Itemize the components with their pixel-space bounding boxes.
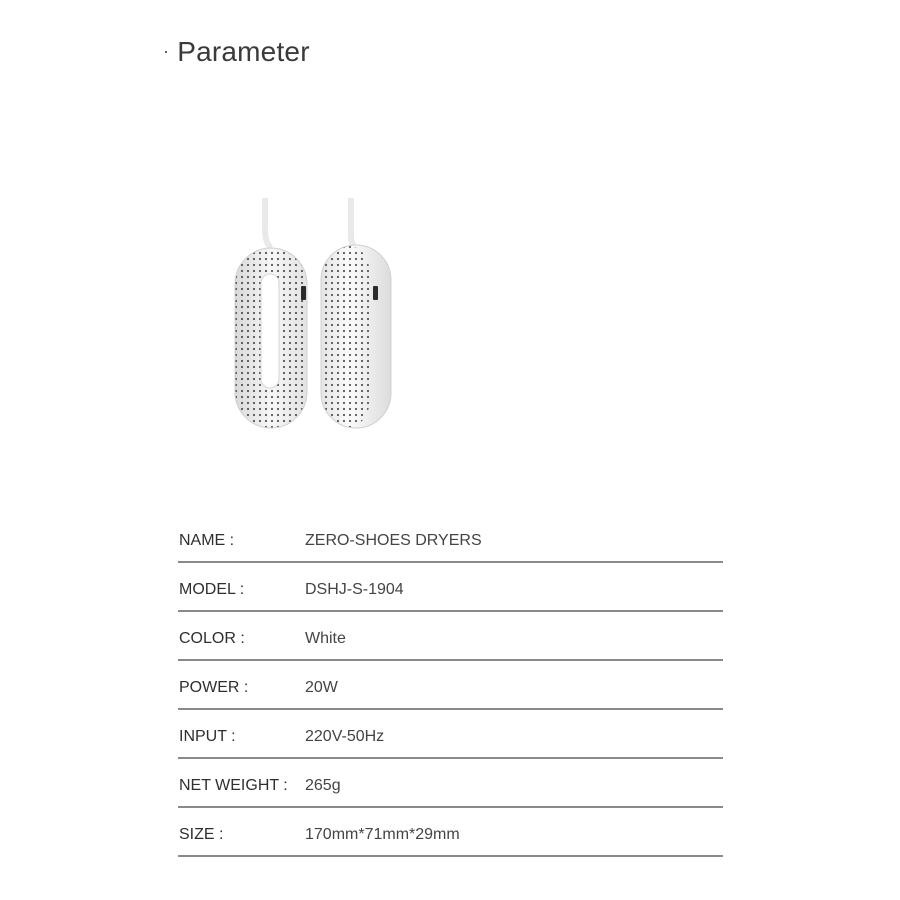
param-row-power — [178, 661, 723, 710]
param-row-size — [178, 808, 723, 857]
power-cable-right — [351, 198, 355, 246]
param-label: NET WEIGHT : — [179, 777, 288, 794]
dryer-right-indicator — [373, 286, 378, 300]
page-title: Parameter — [177, 36, 310, 67]
param-label: INPUT : — [179, 728, 236, 745]
param-label: NAME : — [179, 532, 235, 549]
section-heading — [163, 36, 310, 68]
heading-bullet: · — [163, 41, 170, 61]
dryer-left-slot — [261, 274, 279, 388]
param-value: ZERO-SHOES DRYERS — [305, 532, 482, 549]
param-value: 170mm*71mm*29mm — [305, 826, 460, 843]
param-label: COLOR : — [179, 630, 245, 647]
param-value: 265g — [305, 777, 341, 794]
param-label: POWER : — [179, 679, 249, 696]
dryer-left-indicator — [301, 286, 306, 300]
param-value: 220V-50Hz — [305, 728, 385, 745]
param-row-net-weight — [178, 759, 723, 808]
product-image — [215, 190, 415, 440]
param-row-color — [178, 612, 723, 661]
param-value: White — [305, 630, 346, 647]
param-label: MODEL : — [179, 581, 245, 598]
param-label: SIZE : — [179, 826, 224, 843]
param-row-model — [178, 563, 723, 612]
param-value: DSHJ-S-1904 — [305, 581, 404, 598]
parameter-table — [178, 514, 723, 857]
power-cable-left — [265, 198, 271, 248]
dryer-right — [321, 245, 391, 428]
param-row-input — [178, 710, 723, 759]
param-row-name — [178, 514, 723, 563]
param-value: 20W — [305, 679, 338, 696]
